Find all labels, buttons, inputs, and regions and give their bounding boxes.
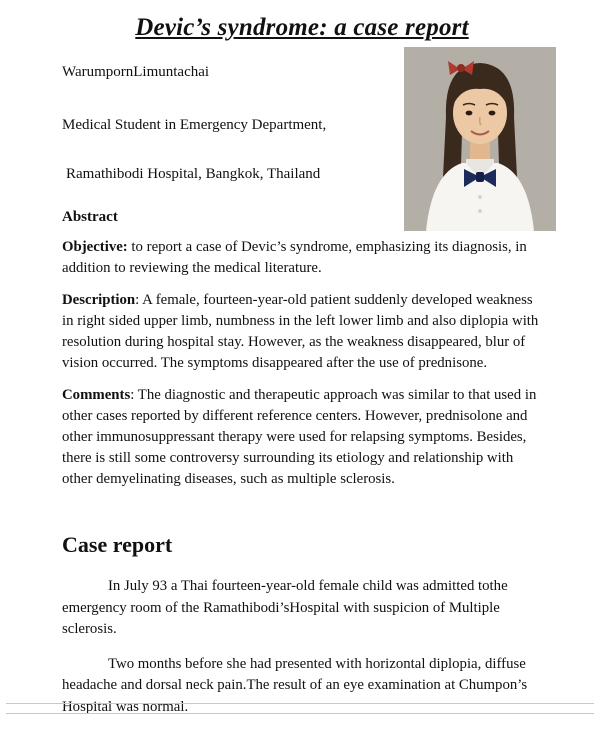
page-title: Devic’s syndrome: a case report [135, 14, 469, 41]
footer-divider-top [6, 703, 594, 704]
abstract-description-paragraph [62, 290, 542, 374]
portrait-illustration [404, 47, 556, 231]
comments-text: : The diagnostic and therapeutic approach was similar to that used in other cases reported by different reference centers. However, prednisolone and other immunosuppressant therapy were used for relapsing symptoms. Besides, there is still some controversy surrounding its etiology and relationship with other demyelinating diseases, such as multiple sclerosis. [62, 387, 537, 487]
objective-text: to report a case of Devic’s syndrome, emphasizing its diagnosis, in addition to reviewing the medical literature. [62, 239, 527, 276]
objective-label: Objective: [62, 239, 128, 255]
author-affiliation-line2: Ramathibodi Hospital, Bangkok, Thailand [66, 166, 321, 182]
author-name: WarumpornLimuntachai [62, 64, 210, 80]
case-report-paragraph-2: Two months before she had presented with horizontal diplopia, diffuse headache and dorsal neck pain.The result of an eye examination at Chumpon’s Hospital was normal. [62, 655, 528, 715]
portrait-photo [404, 47, 556, 231]
description-text: : A female, fourteen-year-old patient suddenly developed weakness in right sided upper limb, numbness in the left lower limb and also diplopia with resolution during hospital stay. However, as the weakness disappeared, blur of vision occurred. The symptoms disappeared after the use of prednisone. [62, 292, 539, 371]
author-affiliation-line1: Medical Student in Emergency Department, [62, 117, 327, 133]
abstract-comments-paragraph [62, 385, 542, 490]
comments-label: Comments [62, 387, 131, 403]
abstract-heading: Abstract [62, 209, 118, 225]
description-label: Description [62, 292, 136, 308]
case-report-paragraph-1: In July 93 a Thai fourteen-year-old female child was admitted tothe emergency room of the Ramathibodi’sHospital with suspicion of Multiple sclerosis. [62, 578, 508, 638]
case-report-heading: Case report [62, 532, 173, 557]
abstract-objective-paragraph [62, 237, 542, 279]
footer-divider-bottom [6, 713, 594, 714]
author-block [62, 64, 392, 183]
